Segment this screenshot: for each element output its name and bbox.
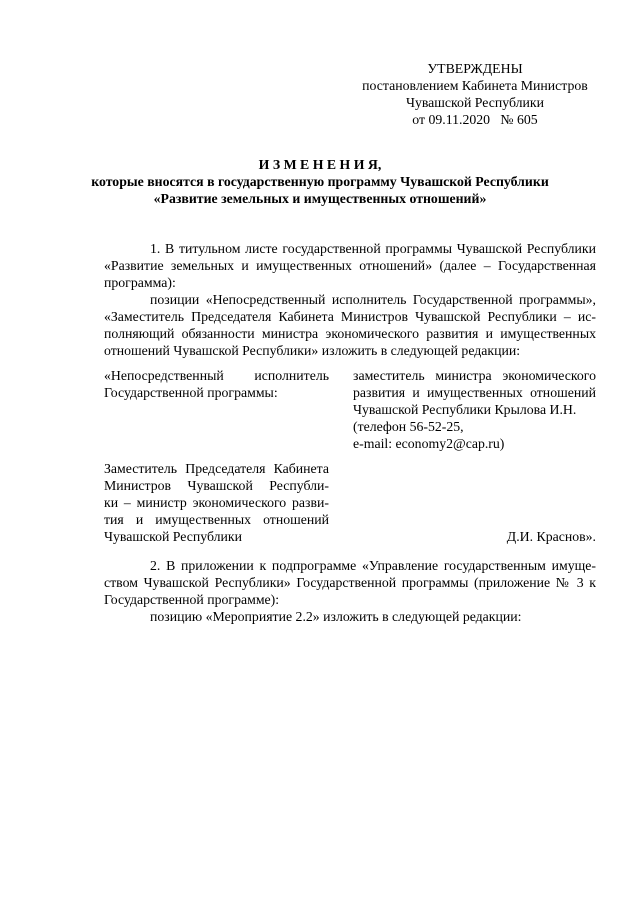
signature-position-line: Министров Чувашской Республи-: [104, 478, 329, 493]
executor-label-line: Государственной программы:: [104, 385, 278, 400]
executor-value-line: (телефон 56-52-25,: [353, 419, 464, 434]
approval-label: УТВЕРЖДЕНЫ: [427, 61, 523, 76]
paragraph-line: программа):: [104, 275, 176, 290]
executor-value-line: развития и имущественных отношений: [353, 385, 596, 400]
paragraph-line: позиции «Непосредственный исполнитель Государственной программы»,: [150, 292, 596, 307]
signature-position-line: Чувашской Республики: [104, 529, 243, 544]
paragraph-line: полняющий обязанности министра экономического развития и имущественных: [104, 326, 596, 341]
executor-label-line: «Непосредственный исполнитель: [104, 368, 329, 383]
executor-value-line: Чувашской Республики Крылова И.Н.: [353, 402, 577, 417]
paragraph-line: ством Чувашской Республики» Государственной программы (приложение № 3 к: [104, 575, 596, 590]
signature-position-line: ки – министр экономического разви-: [104, 495, 329, 510]
paragraph-line: «Развитие земельных и имущественных отношений» (далее – Государственная: [104, 258, 596, 273]
approval-republic: Чувашской Республики: [405, 95, 545, 110]
heading-program-name: «Развитие земельных и имущественных отношений»: [153, 191, 487, 206]
signature-position-line: тия и имущественных отношений: [104, 512, 329, 527]
executor-email: e-mail: economy2@cap.ru): [353, 436, 505, 451]
executor-value-line: заместитель министра экономического: [353, 368, 596, 383]
heading-subtitle: которые вносятся в государственную программу Чувашской Республики: [91, 174, 549, 189]
paragraph-line: позицию «Мероприятие 2.2» изложить в следующей редакции:: [150, 609, 522, 624]
paragraph-line: «Заместитель Председателя Кабинета Министров Чувашской Республики – ис-: [104, 309, 596, 324]
paragraph-line: 2. В приложении к подпрограмме «Управление государственным имуще-: [150, 558, 596, 573]
approval-date-number: от 09.11.2020 № 605: [412, 112, 538, 127]
signatory-name: Д.И. Краснов».: [506, 529, 596, 544]
paragraph-line: 1. В титульном листе государственной программы Чувашской Республики: [150, 241, 596, 256]
paragraph-line: отношений Чувашской Республики» изложить в следующей редакции:: [104, 343, 521, 358]
approval-authority: постановлением Кабинета Министров: [362, 78, 588, 93]
heading-title: И З М Е Н Е Н И Я,: [258, 157, 382, 172]
paragraph-line: Государственной программе):: [104, 592, 280, 607]
signature-position-line: Заместитель Председателя Кабинета: [104, 461, 329, 476]
